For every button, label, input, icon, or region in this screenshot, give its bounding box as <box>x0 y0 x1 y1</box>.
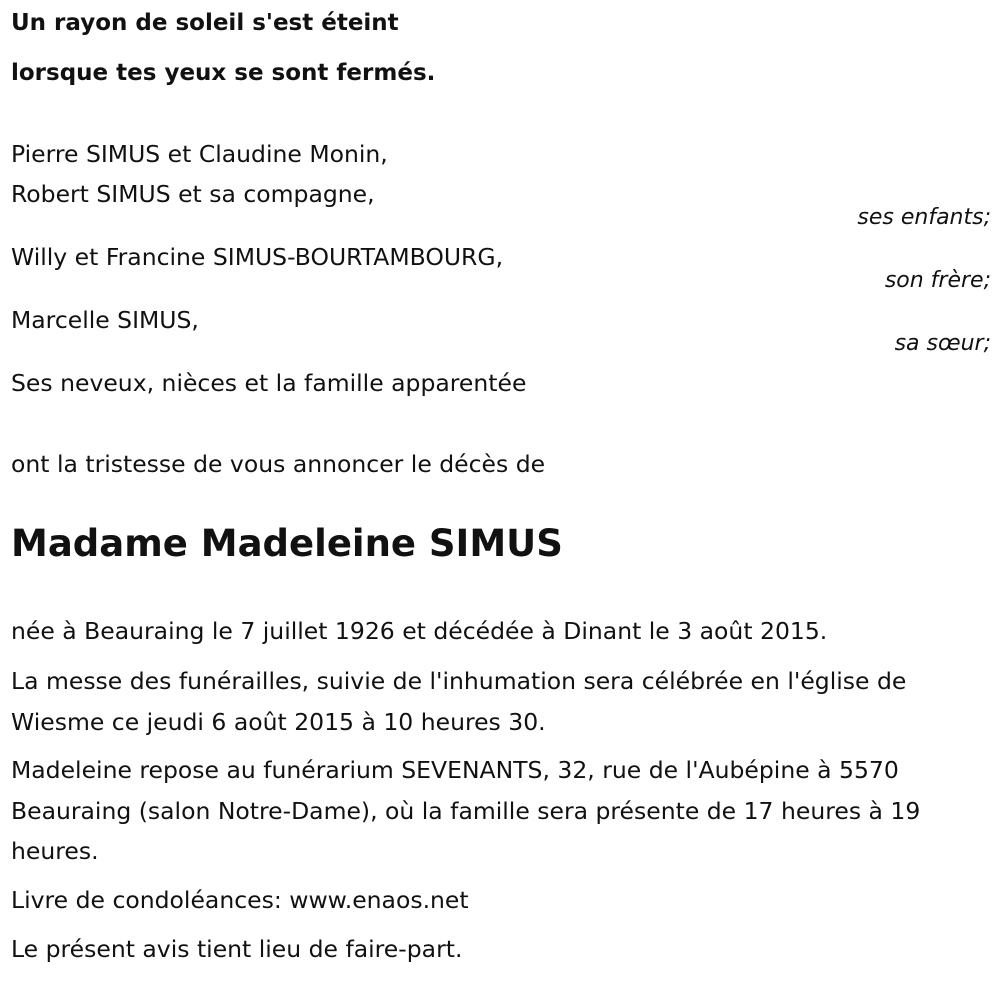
poem-line-1: Un rayon de soleil s'est éteint <box>11 10 399 36</box>
relatives-line: Ses neveux, nièces et la famille apparentée <box>11 369 527 397</box>
deceased-name: Madame Madeleine SIMUS <box>11 522 563 565</box>
birth-death-paragraph: née à Beauraing le 7 juillet 1926 et décédée à Dinant le 3 août 2015. <box>11 617 828 645</box>
children-line-2: Robert SIMUS et sa compagne, <box>11 180 375 208</box>
sister-role: sa sœur; <box>894 331 991 356</box>
funerarium-paragraph: Madeleine repose au funérarium SEVENANTS, 32, rue de l'Aubépine à 5570 Beauraing (salon Notre-Dame), où la famille sera présente de 17 heures à 19 heures. <box>11 756 921 865</box>
poem-line-2: lorsque tes yeux se sont fermés. <box>11 60 436 86</box>
brother-line: Willy et Francine SIMUS-BOURTAMBOURG, <box>11 243 504 271</box>
condolences-line: Livre de condoléances: www.enaos.net <box>11 886 469 914</box>
brother-role: son frère; <box>884 268 991 293</box>
announcement-line: ont la tristesse de vous annoncer le décès de <box>11 450 546 478</box>
children-role: ses enfants; <box>857 205 991 230</box>
funeral-paragraph: La messe des funérailles, suivie de l'inhumation sera célébrée en l'église de Wiesme ce jeudi 6 août 2015 à 10 heures 30. <box>11 667 907 736</box>
sister-line: Marcelle SIMUS, <box>11 306 199 334</box>
children-line-1: Pierre SIMUS et Claudine Monin, <box>11 140 388 168</box>
notice-line: Le présent avis tient lieu de faire-part. <box>11 935 463 963</box>
